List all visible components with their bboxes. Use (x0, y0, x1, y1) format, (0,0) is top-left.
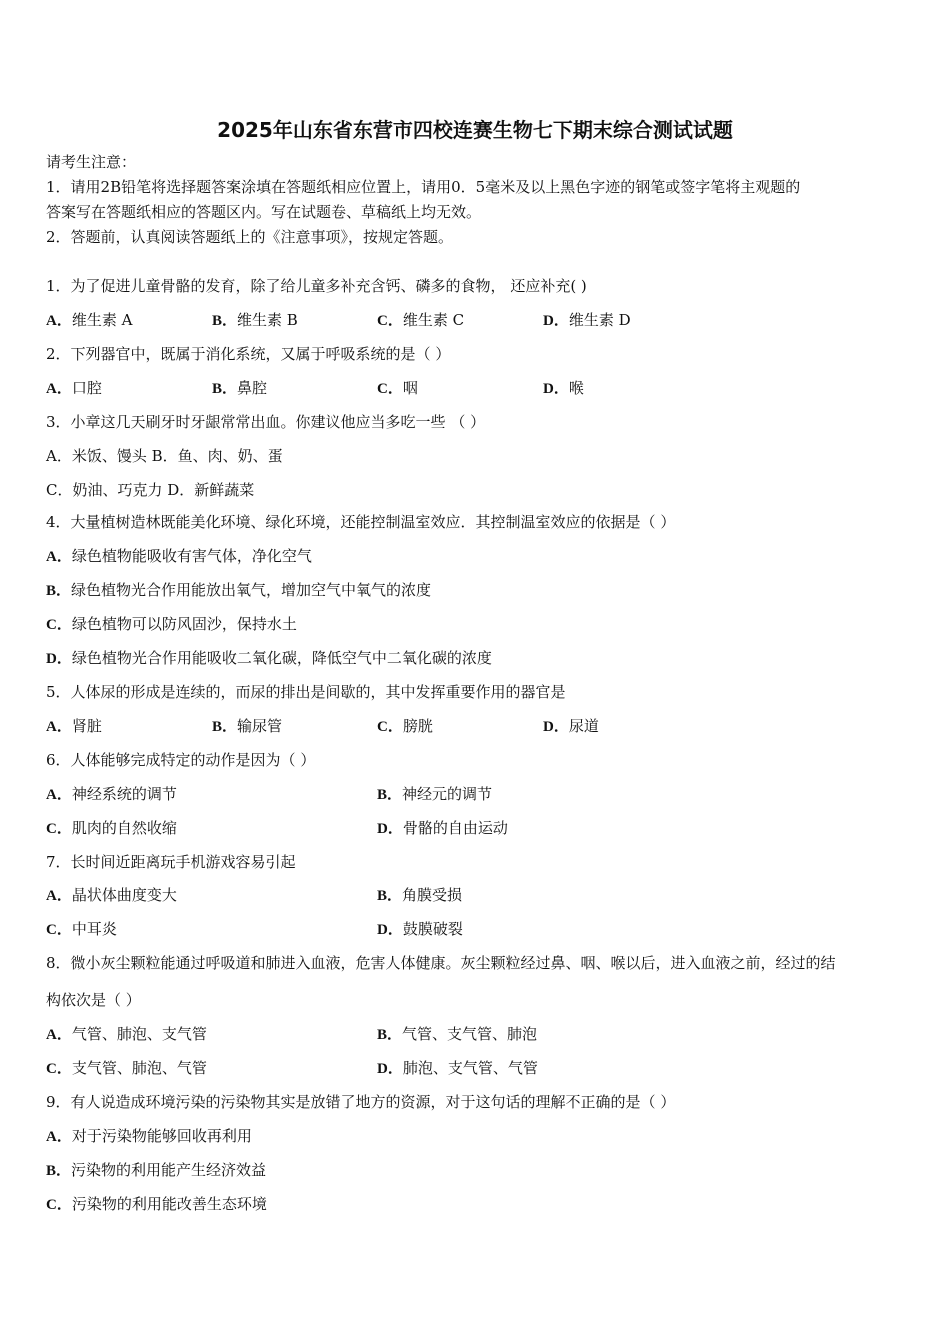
notice-line: 1．请用2B铅笔将选择题答案涂填在答题纸相应位置上，请用0．5毫米及以上黑色字迹的钢笔或签字笔将主观题的 (46, 178, 801, 196)
option-text: 肾脏 (71, 717, 102, 735)
option-label: B． (212, 719, 238, 735)
question-stem: 5．人体尿的形成是连续的，而尿的排出是间歇的，其中发挥重要作用的器官是 (46, 683, 566, 701)
question-stem: 1．为了促进儿童骨骼的发育，除了给儿童多补充含钙、磷多的食物， 还应补充( ) (46, 277, 587, 295)
option-label: C． (46, 1197, 72, 1213)
option-text: 角膜受损 (402, 886, 463, 904)
option-label: D． (377, 1061, 403, 1077)
option-a (46, 886, 177, 905)
option-text: 气管、支气管、肺泡 (402, 1025, 538, 1043)
question-stem: 6．人体能够完成特定的动作是因为（ ） (46, 751, 316, 769)
option-label: B． (377, 1027, 403, 1043)
question-stem: 2．下列器官中，既属于消化系统，又属于呼吸系统的是（ ） (46, 345, 451, 363)
option-label: B． (212, 313, 238, 329)
option-label: A． (46, 381, 72, 397)
question-stem-continued: 构依次是（ ） (46, 991, 141, 1009)
notice-heading: 请考生注意： (46, 153, 137, 171)
option-text: 咽 (402, 379, 418, 397)
notice-line: 2．答题前，认真阅读答题纸上的《注意事项》，按规定答题。 (46, 228, 454, 246)
option-label: B． (212, 381, 238, 397)
option-c (377, 311, 464, 330)
option-a (46, 1025, 207, 1044)
option-label: A． (46, 1129, 72, 1145)
option-text: 维生素 B (237, 311, 298, 329)
option-text: 绿色植物能吸收有害气体，净化空气 (71, 547, 312, 565)
option-d (377, 920, 463, 939)
option-d (377, 1059, 538, 1078)
question-stem: 3．小章这几天刷牙时牙龈常常出血。你建议他应当多吃一些 （ ） (46, 413, 486, 431)
question-stem: 7．长时间近距离玩手机游戏容易引起 (46, 853, 296, 871)
option-text: 污染物的利用能产生经济效益 (71, 1161, 267, 1179)
option-text: 维生素 A (71, 311, 133, 329)
option-b (212, 379, 267, 398)
option-text: 输尿管 (237, 717, 283, 735)
option-text: 神经元的调节 (402, 785, 493, 803)
option-text: 气管、肺泡、支气管 (71, 1025, 207, 1043)
option-label: A． (46, 1027, 72, 1043)
option-label: C． (46, 617, 72, 633)
option-text: 绿色植物光合作用能放出氧气，增加空气中氧气的浓度 (71, 581, 432, 599)
option-text: 绿色植物可以防风固沙，保持水土 (71, 615, 297, 633)
page-title: 2025年山东省东营市四校连赛生物七下期末综合测试试题 (217, 118, 733, 142)
option-text: 绿色植物光合作用能吸收二氧化碳，降低空气中二氧化碳的浓度 (71, 649, 492, 667)
option-b (377, 785, 492, 804)
notice-line: 答案写在答题纸相应的答题区内。写在试题卷、草稿纸上均无效。 (46, 203, 482, 221)
option-b (212, 311, 298, 330)
option-label: A． (46, 549, 72, 565)
option-text: 肌肉的自然收缩 (71, 819, 177, 837)
option-label: C． (46, 1061, 72, 1077)
option-text: 鼓膜破裂 (402, 920, 463, 938)
option-label: C． (46, 922, 72, 938)
option-text: 晶状体曲度变大 (71, 886, 177, 904)
option-label: B． (46, 1163, 72, 1179)
option-label: C． (377, 381, 403, 397)
option-label: A． (46, 787, 72, 803)
option-text: 膀胱 (402, 717, 433, 735)
option-b (377, 1025, 537, 1044)
option-b (377, 886, 462, 905)
question-stem: 9．有人说造成环境污染的污染物其实是放错了地方的资源，对于这句话的理解不正确的是（ ） (46, 1093, 676, 1111)
option-label: D． (543, 719, 569, 735)
option-c (46, 819, 177, 838)
option-label: D． (543, 381, 569, 397)
option-c (377, 379, 418, 398)
option-text: 支气管、肺泡、气管 (71, 1059, 207, 1077)
option-label: C． (377, 719, 403, 735)
option-label: B． (377, 888, 403, 904)
option-line: C．奶油、巧克力 D．新鲜蔬菜 (46, 481, 255, 499)
option-c (46, 920, 117, 939)
option-c (46, 615, 297, 634)
option-label: B． (46, 583, 72, 599)
option-c (46, 1059, 207, 1078)
option-a (46, 717, 102, 736)
option-d (543, 379, 584, 398)
option-label: D． (377, 922, 403, 938)
option-a (46, 785, 177, 804)
option-label: D． (377, 821, 403, 837)
question-stem: 8．微小灰尘颗粒能通过呼吸道和肺进入血液，危害人体健康。灰尘颗粒经过鼻、咽、喉以后，进入血液之前，经过的结 (46, 954, 836, 972)
option-label: A． (46, 888, 72, 904)
option-label: C． (377, 313, 403, 329)
option-label: C． (46, 821, 72, 837)
option-d (543, 311, 631, 330)
option-text: 口腔 (71, 379, 102, 397)
option-a (46, 379, 102, 398)
question-stem: 4．大量植树造林既能美化环境、绿化环境，还能控制温室效应．其控制温室效应的依据是（ ） (46, 513, 676, 531)
option-a (46, 311, 132, 330)
option-d (46, 649, 492, 668)
option-text: 鼻腔 (237, 379, 268, 397)
option-label: B． (377, 787, 403, 803)
option-a (46, 547, 312, 566)
option-text: 神经系统的调节 (71, 785, 177, 803)
option-text: 污染物的利用能改善生态环境 (71, 1195, 267, 1213)
option-text: 喉 (568, 379, 584, 397)
option-label: A． (46, 719, 72, 735)
option-label: D． (46, 651, 72, 667)
option-text: 肺泡、支气管、气管 (402, 1059, 538, 1077)
option-text: 尿道 (568, 717, 599, 735)
option-text: 维生素 C (402, 311, 465, 329)
option-c (46, 1195, 267, 1214)
option-text: 中耳炎 (71, 920, 117, 938)
option-c (377, 717, 433, 736)
option-label: A． (46, 313, 72, 329)
option-a (46, 1127, 252, 1146)
option-d (377, 819, 508, 838)
option-text: 骨骼的自由运动 (402, 819, 508, 837)
option-text: 对于污染物能够回收再利用 (71, 1127, 252, 1145)
option-line: A．米饭、馒头 B．鱼、肉、奶、蛋 (46, 447, 283, 465)
option-label: D． (543, 313, 569, 329)
option-b (46, 1161, 266, 1180)
option-text: 维生素 D (568, 311, 631, 329)
option-d (543, 717, 599, 736)
option-b (212, 717, 282, 736)
option-b (46, 581, 431, 600)
